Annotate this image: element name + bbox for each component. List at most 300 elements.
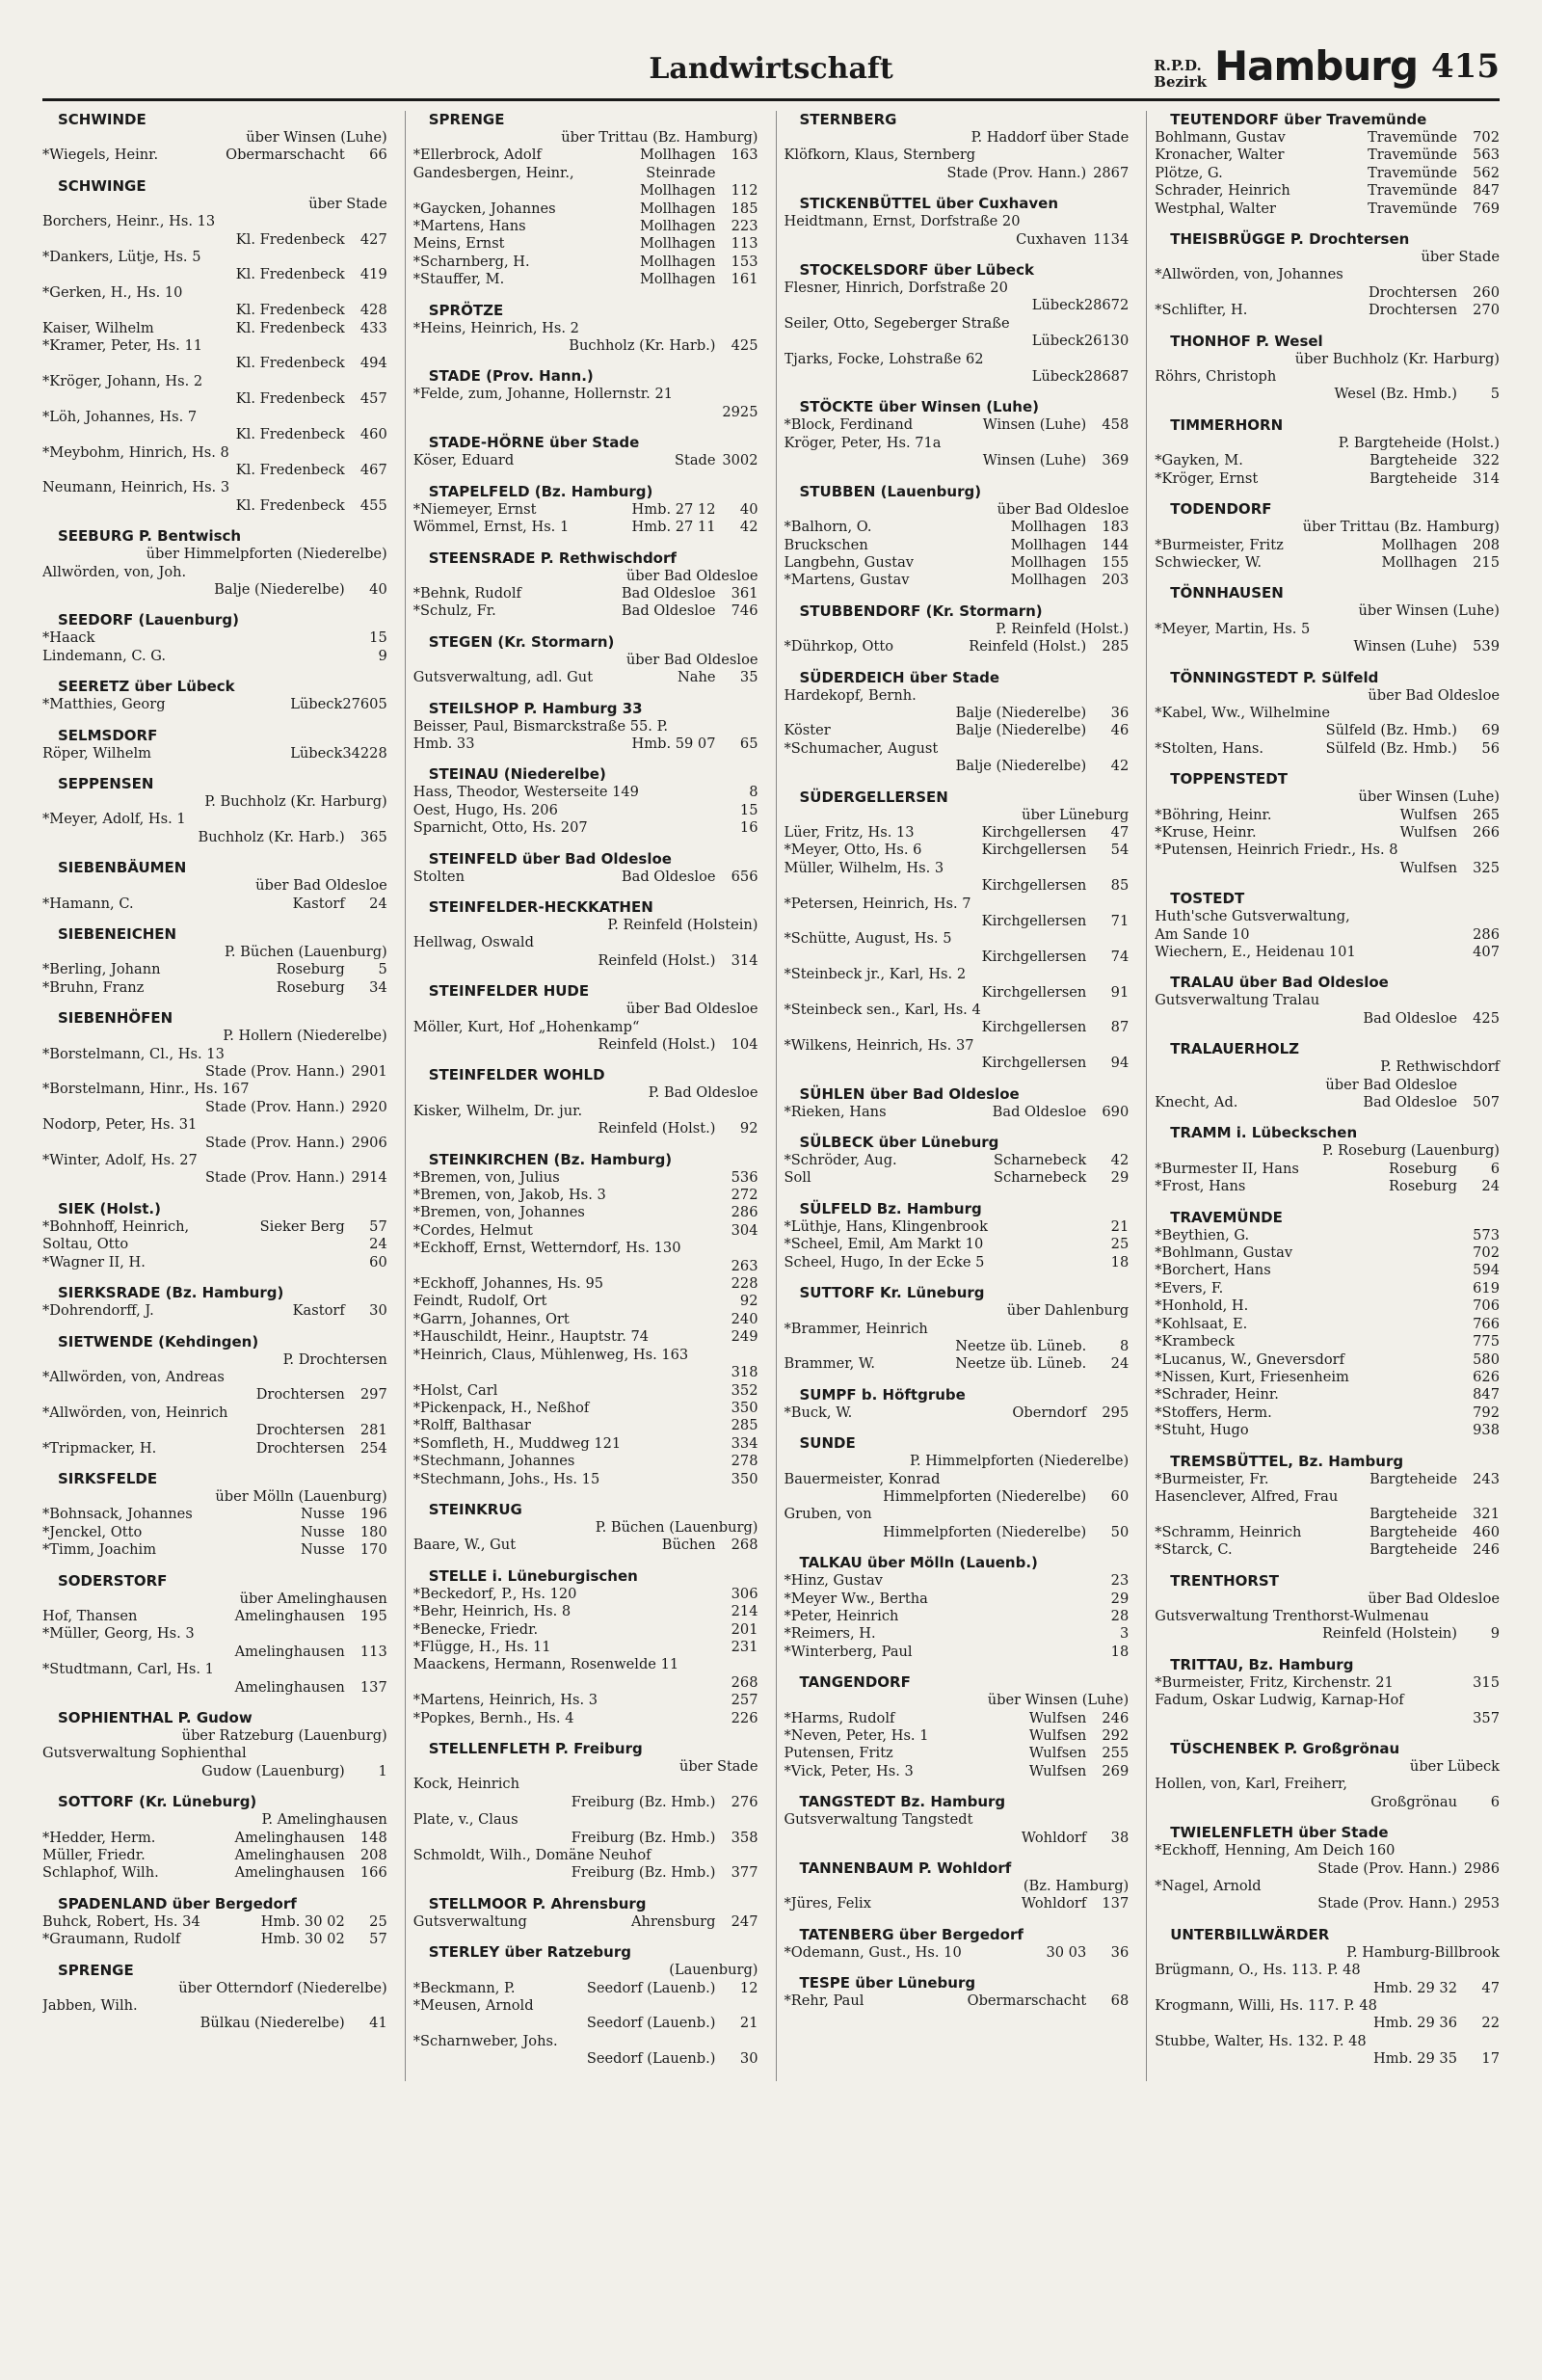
listing-row: [42, 564, 387, 581]
listing-number: 16: [739, 819, 758, 837]
listing-row: [42, 1608, 387, 1625]
listing-number: [1086, 1321, 1129, 1338]
listing-row: [1155, 908, 1500, 925]
listing-name: *Hauschildt, Heinr., Hauptstr. 74: [412, 1328, 650, 1346]
listing-number: [1457, 705, 1500, 722]
listing-number: 766: [1473, 1315, 1500, 1332]
listing-row: [1155, 1980, 1500, 1997]
listing-number: [716, 1103, 758, 1120]
listing-number: [345, 337, 387, 355]
listing-row: [413, 519, 758, 536]
place-subheading: (Lauenburg): [669, 1962, 758, 1979]
listing-name: *Meyer, Otto, Hs. 6: [784, 842, 922, 859]
listing-number: 314: [1473, 469, 1500, 487]
listing-row: [1155, 147, 1500, 164]
listing-row: [42, 1169, 387, 1187]
listing-name: *Benecke, Friedr.: [412, 1620, 539, 1638]
listing-row: [413, 404, 758, 421]
listing-number: 425: [731, 337, 758, 355]
listing-exchange: Drochtersen: [255, 1386, 345, 1404]
listing-row: [1155, 722, 1500, 739]
listing-name: [784, 758, 950, 775]
listing-row: [784, 1591, 1130, 1608]
listing-row: [1155, 1471, 1500, 1488]
listing-name: *Allwörden, von, Johannes: [1155, 266, 1343, 283]
place-heading: STERNBERG: [799, 111, 897, 128]
listing-name: *Allwörden, von, Heinrich: [42, 1404, 228, 1421]
listing-number: 352: [731, 1381, 758, 1399]
listing-name: Köster: [784, 722, 831, 739]
listing-number: 60: [1110, 1487, 1130, 1505]
listing-number: 281: [359, 1422, 387, 1439]
listing-name: Hasenclever, Alfred, Frau: [1155, 1487, 1339, 1505]
listing-exchange: Mollhagen: [1010, 536, 1087, 553]
listing-row: [1155, 1178, 1500, 1195]
listing-name: *Kohlsaat, E.: [1155, 1315, 1248, 1332]
place-subheading: über Winsen (Luhe): [1358, 602, 1500, 620]
listing-number: [1086, 687, 1129, 705]
listing-row: [413, 1204, 758, 1221]
place-entry: [42, 1962, 387, 2033]
listing-name: *Scharnberg, H.: [412, 253, 530, 270]
listing-name: *Matthies, Georg: [42, 696, 166, 713]
listing-number: 507: [1473, 1094, 1500, 1111]
listing-number: [1086, 896, 1129, 913]
listing-number: 286: [731, 1204, 758, 1221]
column-2: [405, 111, 758, 2081]
listing-number: 2986: [1463, 1859, 1500, 1877]
listing-row: [1155, 1351, 1500, 1369]
place-entry: [413, 898, 758, 970]
listing-name: *Tripmacker, H.: [42, 1439, 157, 1457]
listing-row: [1155, 1878, 1500, 1895]
listing-row: [42, 811, 387, 828]
listing-row: [784, 1104, 1130, 1121]
listing-exchange: Hmb. 29 35: [1373, 2050, 1457, 2068]
listing-name: Kock, Heinrich: [412, 1776, 519, 1793]
listing-name: *Felde, zum, Johanne, Hollernstr. 21: [412, 386, 674, 403]
listing-name: *Stoffers, Herm.: [1155, 1404, 1272, 1421]
listing-row: [42, 1440, 387, 1457]
place-entry: [42, 1709, 387, 1780]
listing-row: [784, 722, 1130, 739]
listing-row: [1155, 1077, 1500, 1094]
place-heading: UNTERBILLWÄRDER: [1170, 1925, 1330, 1943]
listing-row: [42, 337, 387, 355]
listing-number: 272: [731, 1187, 758, 1204]
place-subheading: P. Roseburg (Lauenburg): [1321, 1142, 1500, 1160]
listing-exchange: Drochtersen: [1368, 302, 1457, 319]
place-subheading: (Bz. Hamburg): [1023, 1878, 1130, 1895]
listing-number: 407: [1473, 944, 1500, 960]
listing-exchange: Wohldorf: [1021, 1829, 1087, 1846]
listing-number: 35: [739, 669, 758, 686]
listing-row: [784, 231, 1130, 249]
listing-name: [784, 705, 950, 722]
listing-number: [345, 1745, 387, 1762]
listing-number: 57: [369, 1931, 387, 1948]
listing-number: 266: [1473, 823, 1500, 841]
listing-row: [413, 235, 758, 253]
listing-exchange: Amelinghausen: [234, 1829, 345, 1846]
listing-exchange: Kirchgellersen: [981, 913, 1087, 929]
listing-name: *Jüres, Felix: [784, 1895, 871, 1912]
listing-name: *Heinrich, Claus, Mühlenweg, Hs. 163: [412, 1346, 689, 1363]
listing-name: Gandesbergen, Heinr.,: [412, 164, 574, 181]
place-subheading: über Bad Oldesloe: [1368, 686, 1500, 704]
column-1: [42, 111, 387, 2081]
listing-row: [784, 280, 1130, 297]
listing-number: 3002: [722, 452, 758, 469]
listing-exchange: Bad Oldesloe: [621, 584, 716, 602]
listing-name: Schrader, Heinrich: [1155, 182, 1290, 200]
listing-row: [42, 390, 387, 408]
listing-number: 208: [1473, 536, 1500, 553]
listing-name: *Böhring, Heinr.: [1155, 806, 1272, 823]
listing-name: [42, 1644, 229, 1661]
listing-row: [784, 351, 1130, 368]
listing-name: [784, 1524, 878, 1541]
listing-number: 350: [731, 1470, 758, 1487]
listing-number: 74: [1110, 948, 1130, 965]
listing-number: [1457, 992, 1500, 1009]
listing-name: [784, 913, 976, 930]
place-entry: [784, 1284, 1130, 1374]
place-heading: STADE-HÖRNE über Stade: [428, 434, 640, 452]
listing-number: [1086, 740, 1129, 758]
listing-exchange: Wulfsen: [1028, 1745, 1087, 1762]
place-heading: TEUTENDORF über Travemünde: [1170, 111, 1427, 128]
listing-number: 196: [359, 1506, 387, 1523]
listing-exchange: Kastorf: [292, 895, 345, 912]
place-heading: SIEBENEICHEN: [58, 925, 177, 943]
listing-name: Gutsverwaltung Tralau: [1155, 992, 1320, 1009]
listing-exchange: Stade (Prov. Hann.): [1317, 1859, 1457, 1877]
listing-name: [1155, 1895, 1312, 1912]
listing-row: [1155, 2033, 1500, 2050]
listing-number: 361: [731, 584, 758, 602]
place-entry: [784, 602, 1130, 656]
listing-name: Wiechern, E., Heidenau 101: [1155, 944, 1356, 960]
listing-name: [413, 182, 634, 200]
listing-number: 594: [1473, 1262, 1500, 1279]
place-entry: [1155, 1124, 1500, 1195]
listing-exchange: Travemünde: [1368, 182, 1457, 200]
place-entry: [42, 727, 387, 762]
listing-exchange: Stade (Prov. Hann.): [204, 1134, 345, 1151]
listing-exchange: Amelinghausen: [234, 1643, 345, 1660]
listing-row: [1155, 1316, 1500, 1333]
listing-number: 377: [731, 1864, 758, 1882]
listing-row: [1155, 1842, 1500, 1859]
listing-row: [784, 1019, 1130, 1036]
place-heading: SÜLFELD Bz. Hamburg: [799, 1199, 982, 1217]
listing-number: 69: [1481, 722, 1500, 739]
place-entry: [413, 700, 758, 754]
listing-row: [42, 284, 387, 302]
listing-exchange: Hmb. 30 02: [260, 1912, 345, 1930]
listing-number: 6: [1490, 1160, 1500, 1177]
listing-exchange: Roseburg: [1389, 1160, 1457, 1177]
listing-number: 223: [731, 218, 758, 235]
listing-row: [1155, 1297, 1500, 1315]
listing-row: [784, 1944, 1130, 1962]
listing-row: [42, 1386, 387, 1404]
place-entry: [413, 765, 758, 837]
listing-number: 65: [739, 735, 758, 752]
listing-exchange: Reinfeld (Holst.): [598, 1120, 716, 1137]
listing-row: [1155, 1860, 1500, 1878]
listing-name: *Kabel, Ww., Wilhelmine: [1155, 704, 1331, 721]
place-entry: [1155, 1824, 1500, 1913]
listing-row: [413, 1435, 758, 1453]
listing-name: Nodorp, Peter, Hs. 31: [42, 1116, 198, 1134]
listing-name: *Rieken, Hans: [784, 1103, 887, 1120]
listing-row: [1155, 554, 1500, 572]
place-entry: [413, 302, 758, 356]
place-heading: SÜDERGELLERSEN: [799, 788, 948, 806]
listing-name: [1155, 1010, 1357, 1028]
place-entry: [42, 925, 387, 997]
listing-row: [413, 934, 758, 951]
place-heading: TÖNNHAUSEN: [1170, 584, 1284, 602]
listing-number: 42: [1110, 758, 1130, 775]
listing-exchange: Sülfeld (Bz. Hmb.): [1325, 739, 1457, 757]
listing-exchange: Stade (Prov. Hann.): [204, 1063, 345, 1081]
listing-name: [413, 2015, 581, 2032]
listing-row: [42, 979, 387, 997]
place-heading: TRAVEMÜNDE: [1170, 1208, 1283, 1226]
listing-exchange: Winsen (Luhe): [982, 416, 1087, 434]
listing-name: *Stechmann, Johs., Hs. 15: [412, 1470, 600, 1487]
listing-number: 2867: [1093, 164, 1130, 181]
listing-name: *Evers, F.: [1155, 1279, 1224, 1297]
place-heading: TRITTAU, Bz. Hamburg: [1170, 1655, 1354, 1673]
listing-name: Lindemann, C. G.: [42, 647, 167, 664]
listing-name: *Behr, Heinrich, Hs. 8: [412, 1603, 572, 1620]
place-entry: [1155, 1453, 1500, 1560]
listing-number: 246: [1473, 1541, 1500, 1559]
listing-row: [413, 784, 758, 801]
listing-row: [42, 1369, 387, 1386]
listing-row: [1155, 266, 1500, 283]
listing-row: [1155, 1895, 1500, 1912]
place-entry: [42, 177, 387, 515]
listing-row: [42, 1099, 387, 1116]
listing-row: [42, 1913, 387, 1931]
listing-row: [42, 1218, 387, 1236]
listing-row: [413, 1864, 758, 1882]
place-entry: [784, 789, 1130, 1073]
listing-row: [1155, 824, 1500, 842]
listing-row: [42, 355, 387, 372]
place-entry: [1155, 230, 1500, 320]
listing-exchange: Obermarschacht: [226, 147, 345, 164]
listing-row: [784, 1830, 1130, 1847]
listing-number: [345, 1116, 387, 1134]
listing-number: 2901: [351, 1063, 387, 1081]
place-heading: TANNENBAUM P. Wohldorf: [799, 1859, 1012, 1878]
listing-name: [413, 1258, 716, 1275]
listing-number: [1457, 1997, 1500, 2015]
listing-name: Knecht, Ad.: [1155, 1094, 1238, 1111]
listing-number: [1086, 213, 1129, 230]
page-header: [42, 39, 1500, 101]
listing-name: *Wagner II, H.: [42, 1253, 146, 1270]
place-heading: STADE (Prov. Hann.): [428, 367, 594, 386]
listing-row: [413, 1036, 758, 1054]
place-heading: STUBBENDORF (Kr. Stormarn): [799, 602, 1043, 620]
listing-row: [413, 1692, 758, 1709]
listing-name: *Gaycken, Johannes: [412, 200, 556, 217]
listing-name: *Lüthje, Hans, Klingenbrook: [784, 1217, 988, 1235]
listing-name: *Behnk, Rudolf: [412, 584, 521, 602]
listing-name: Bauermeister, Konrad: [784, 1470, 941, 1487]
listing-exchange: Amelinghausen: [234, 1678, 345, 1696]
listing-exchange: Roseburg: [276, 978, 345, 996]
listing-number: 25: [369, 1912, 387, 1930]
listing-name: *Meyer, Adolf, Hs. 1: [42, 811, 186, 828]
listing-name: *Winter, Adolf, Hs. 27: [42, 1152, 198, 1169]
listing-number: 292: [1102, 1727, 1130, 1744]
listing-number: 257: [731, 1692, 758, 1709]
listing-row: [413, 1997, 758, 2015]
listing-name: Heidtmann, Ernst, Dorfstraße 20: [784, 213, 1021, 230]
listing-exchange: Wulfsen: [1399, 859, 1457, 876]
listing-exchange: Lübeck: [1031, 333, 1084, 350]
listing-number: [345, 1369, 387, 1386]
listing-number: 201: [731, 1620, 758, 1638]
place-entry: [42, 678, 387, 713]
listing-number: [1086, 1471, 1129, 1488]
listing-row: [1155, 926, 1500, 944]
listing-row: [784, 842, 1130, 859]
listing-name: *Heins, Heinrich, Hs. 2: [412, 319, 579, 336]
listing-row: [1155, 368, 1500, 386]
place-subheading: P. Drochtersen: [282, 1350, 387, 1368]
listing-exchange: Nusse: [300, 1506, 345, 1523]
listing-number: 276: [731, 1793, 758, 1810]
listing-row: [413, 1293, 758, 1310]
place-entry: [784, 1200, 1130, 1271]
listing-name: *Burmester II, Hans: [1155, 1160, 1299, 1177]
listing-exchange: Steinrade: [646, 164, 716, 181]
place-heading: SUNDE: [799, 1434, 856, 1453]
listing-number: [1086, 966, 1129, 983]
listing-number: [345, 564, 387, 581]
listing-row: [784, 165, 1130, 182]
listing-number: 626: [1473, 1368, 1500, 1385]
listing-name: *Holst, Carl: [412, 1381, 498, 1399]
listing-row: [784, 1625, 1130, 1643]
listing-row: [42, 696, 387, 713]
listing-name: *Burmeister, Fritz, Kirchenstr. 21: [1155, 1673, 1394, 1691]
listing-number: [345, 1625, 387, 1643]
place-heading: SUTTORF Kr. Lüneburg: [799, 1284, 985, 1302]
listing-number: 40: [739, 500, 758, 518]
listing-number: 17: [1481, 2050, 1500, 2068]
listing-exchange: Roseburg: [276, 961, 345, 978]
listing-row: [784, 1218, 1130, 1236]
listing-number: [1086, 1037, 1129, 1055]
place-heading: TRAMM i. Lübeckschen: [1170, 1124, 1358, 1142]
place-subheading: über Stade: [1421, 249, 1500, 266]
place-heading: SIEBENBÄUMEN: [58, 859, 187, 877]
place-subheading: über Stade: [308, 195, 387, 212]
place-subheading: P. Hollern (Niederelbe): [223, 1028, 387, 1045]
listing-name: *Stechmann, Johannes: [412, 1453, 575, 1470]
listing-number: [1457, 1776, 1500, 1793]
place-entry: [413, 367, 758, 421]
listing-number: 21: [739, 2015, 758, 2032]
listing-name: Feindt, Rudolf, Ort: [412, 1293, 547, 1310]
listing-number: [1457, 908, 1500, 925]
place-entry: [413, 850, 758, 886]
listing-row: [1155, 1404, 1500, 1422]
listing-name: [413, 1794, 566, 1811]
listing-name: Meins, Ernst: [412, 235, 505, 253]
listing-number: 318: [731, 1364, 758, 1381]
listing-row: [1155, 992, 1500, 1009]
listing-row: [42, 1135, 387, 1152]
listing-exchange: Mollhagen: [639, 147, 716, 164]
listing-name: Köser, Eduard: [412, 452, 515, 469]
listing-exchange: Kl. Fredenbeck: [235, 355, 345, 372]
listing-name: [784, 1019, 976, 1036]
place-entry: [784, 1673, 1130, 1780]
listing-row: [784, 966, 1130, 983]
listing-row: [784, 213, 1130, 230]
listing-exchange: Kl. Fredenbeck: [235, 426, 345, 443]
city-name: Hamburg: [1214, 42, 1419, 90]
listing-name: Stolten: [412, 868, 465, 885]
place-entry: [1155, 333, 1500, 404]
listing-row: [784, 1169, 1130, 1187]
listing-row: [784, 687, 1130, 705]
listing-number: [716, 2033, 758, 2050]
listing-row: [784, 416, 1130, 434]
listing-number: 28: [1110, 1607, 1130, 1624]
listing-row: [413, 2050, 758, 2068]
place-heading: TESPE über Lüneburg: [799, 1974, 976, 1992]
listing-number: 30: [369, 1302, 387, 1320]
listing-row: [784, 740, 1130, 758]
listing-name: [1155, 722, 1319, 739]
listing-name: Neumann, Heinrich, Hs. 3: [42, 479, 230, 496]
listing-row: [784, 1488, 1130, 1506]
listing-number: 137: [1102, 1895, 1130, 1912]
listing-row: [42, 373, 387, 390]
listing-name: *Burmeister, Fritz: [1155, 536, 1284, 553]
listing-number: 27605: [342, 696, 387, 713]
listing-row: [413, 254, 758, 271]
place-heading: TRENTHORST: [1170, 1571, 1279, 1590]
listing-number: 656: [731, 868, 758, 885]
place-entry: [42, 1793, 387, 1883]
listing-exchange: Lübeck: [1031, 297, 1084, 314]
listing-exchange: Hmb. 27 11: [631, 519, 716, 536]
listing-row: [1155, 1674, 1500, 1692]
listing-name: Putensen, Fritz: [784, 1745, 893, 1762]
listing-number: 66: [369, 147, 387, 164]
listing-row: [784, 297, 1130, 314]
listing-name: *Hamann, C.: [42, 895, 134, 912]
listing-number: 775: [1473, 1333, 1500, 1350]
listing-name: [42, 1386, 251, 1404]
listing-number: 325: [1473, 859, 1500, 876]
place-heading: TANGSTEDT Bz. Hamburg: [799, 1793, 1006, 1811]
listing-row: [1155, 284, 1500, 302]
